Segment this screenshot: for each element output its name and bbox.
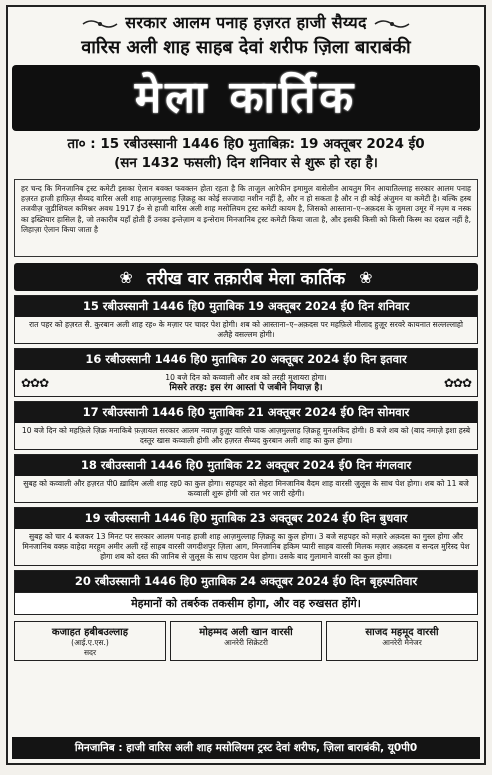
day-text: रात पहर को हज़रत सै. कुरबान अली शाह रह० के मज़ार पर चादर पेश होगी। शब को आस्ताना–ए–अक़दस पर महफ़िले मीलाद हुज़ूर सरवरे कायनात सल्लल्लाहो अलैहे वसल्लम होगी। bbox=[29, 320, 463, 339]
signatory-role: सदर bbox=[83, 648, 97, 657]
section-title: तरीख वार तक़ारीब मेला कार्तिक bbox=[146, 268, 346, 289]
day-heading: 16 रबीउस्सानी 1446 हि0 मुताबिक 20 अक्तूबर 2024 ई0 दिन इतवार bbox=[15, 349, 477, 370]
banner-title: मेला कार्तिक bbox=[134, 72, 358, 123]
signatory-role: (आई.ए.एस.) bbox=[71, 638, 109, 647]
header-line1 bbox=[8, 11, 484, 33]
flower-cluster-icon: ✿✿✿ bbox=[443, 376, 471, 390]
ornament-icon bbox=[81, 18, 119, 30]
section-title-band bbox=[14, 263, 478, 291]
ornament-icon bbox=[373, 18, 411, 30]
day-block bbox=[14, 454, 478, 503]
date-line-1: ता० : 15 रबीउस्सानी 1446 हि0 मुताबिक़: 19 अक्तूबर 2024 ई0 bbox=[67, 136, 425, 152]
day-block bbox=[14, 507, 478, 566]
signature-row bbox=[14, 621, 478, 661]
day-block bbox=[14, 295, 478, 344]
day-final-text: मेहमानों को तबर्रुक तकसीम होगा, और वह रुखसत होंगे। bbox=[15, 592, 477, 614]
header-line2: वारिस अली शाह साहब देवां शरीफ ज़िला बाराबंकी bbox=[81, 37, 411, 58]
signatory-name: मोहम्मद अली खान वारसी bbox=[199, 627, 293, 638]
day-text: सुबह को कव्वाली और हज़रत पी0 ख़ादिम अली शाह रह0 का कुल होगा। सहपहर को सेहरा मिनजानिब वैदम शाह वारसी जुलूस के साथ पेश होगा। शब को 11 बजे कव्वाली शुरू होगी जो रात भर जारी रहेगी। bbox=[23, 479, 469, 498]
flower-icon: ❀ bbox=[119, 267, 133, 287]
signatory-name: कजाहत हबीबउल्लाह bbox=[51, 627, 129, 638]
day-block bbox=[14, 570, 478, 615]
flower-icon: ❀ bbox=[359, 267, 373, 287]
day-heading: 19 रबीउस्सानी 1446 हि0 मुताबिक 23 अक्तूबर 2024 ई0 दिन बुधवार bbox=[15, 508, 477, 529]
day-block bbox=[14, 348, 478, 397]
main-banner bbox=[12, 65, 480, 131]
day-text: सुबह को चार 4 बजकर 13 मिनट पर सरकार आलम पनाह हाजी शाह आज़मुल्लाह ज़िक्रहू का कुल होगा। 3 बजे सहपहर को मज़ारे अक़दस का गुस्ल होगा और मिनजानिब वक्फ़ वाहेदा मरहूम अमीर अली रहें साहब वारसी जगदीशपुर ज़िला आग, मिनजानिब हकिम प्यारी साहब वारसी मिलक मज़ार अक़दस व सन्दल मुरिस्द पेश होगा शब को दस्त की जानिब से जुलूस के साथ एहराम पेश होगा। उसके बाद गुलामाने वारसी का कुल होगा। bbox=[22, 532, 470, 561]
date-line bbox=[16, 135, 476, 173]
day-text: 10 बजे दिन को महफ़िले ज़िक्र मनाकिबे फ़ज़ायल सरकार आलम नवाज़ हुज़ूर वारिसे पाक आज़मुल्लाह ज़िक्रहू मुनअकिद होगी। 8 बजे शब को (बाद नमाज़े इशा हस्बे दस्तूर खास कव्वाली होगी और हज़रत सैय्यद कुरबान अली शाह का कुल होगा। bbox=[21, 426, 471, 445]
day-heading: 17 रबीउस्सानी 1446 हि0 मुताबिक 21 अक्तूबर 2024 ई0 दिन सोमवार bbox=[15, 402, 477, 423]
intro-paragraph: हर चन्द कि मिनजानिब ट्रस्ट कमेटी इसका ऐलान बवक्त फवक्तन होता रहता है कि ताजुल आरेफीन इमामुल वासेलीन आयतुम मिन आयातिल्लाह सरकार आलम पनाह हज़रत हाजी हाफ़िज़ सैय्यद वारिस अली शाह आज़मुल्लाह ज़िक्रहू का कोई सज्जादा नशीन नहीं है, और न हो सकता है और न ही कोई अंजुमन या कमेटी है। बल्कि हस्ब तजवीज़ जुडीशियल कमिश्नर अवध 1917 ई० से हाजी वारिस अली शाह मसोलियम ट्रस्ट कमेटी कायम है, जिसको आस्ताना–ए–अक़दस के जुमला उमूर में नज़्म व नस्क का इख्तियार हासिल है, जो तकारीब यहाँ होती हैं उनका इन्तेज़ाम व इन्सेराम मिनजानिब ट्रस्ट कमेटी किया जाता है, और इसकी किसी को किसी किस्म का दखल नहीं है, लिहाज़ा ऐलान किया जाता है bbox=[14, 179, 478, 257]
header-line1-text: सरकार आलम पनाह हज़रत हाजी सैय्यद bbox=[125, 13, 367, 32]
flower-cluster-icon: ✿✿✿ bbox=[21, 376, 49, 390]
day-heading: 20 रबीउस्सानी 1446 हि0 मुताबिक 24 अक्तूबर 2024 ई0 दिन बृहस्पतिवार bbox=[15, 571, 477, 592]
day-text: 10 बजे दिन को कव्वाली और शब को तरही मुशायरा होगा। bbox=[165, 373, 327, 382]
signature-box bbox=[326, 621, 478, 661]
date-line-2: (सन 1432 फसली) दिन शनिवार से शुरू हो रहा है। bbox=[114, 155, 378, 171]
day-heading: 15 रबीउस्सानी 1446 हि0 मुताबिक 19 अक्तूबर 2024 ई0 दिन शनिवार bbox=[15, 296, 477, 317]
signature-box bbox=[14, 621, 166, 661]
signature-box bbox=[170, 621, 322, 661]
day-text-bold: मिसरे तरह: इस रंग आस्तां पे जबीने नियाज़ है। bbox=[169, 383, 323, 393]
day-heading: 18 रबीउस्सानी 1446 हि0 मुताबिक 22 अक्तूबर 2024 ई0 दिन मंगलवार bbox=[15, 455, 477, 476]
signatory-role: आनरेरी सिक्रेटरी bbox=[224, 638, 268, 647]
poster bbox=[6, 5, 486, 765]
signatory-role: आनरेरी मैनेजर bbox=[382, 638, 422, 647]
day-block bbox=[14, 401, 478, 450]
signatory-name: साजद महमूद वारसी bbox=[365, 627, 439, 638]
footer-band: मिनजानिब : हाजी वारिस अली शाह मसोलियम ट्रस्ट देवां शरीफ, ज़िला बाराबंकी, यू0पी0 bbox=[12, 737, 480, 759]
